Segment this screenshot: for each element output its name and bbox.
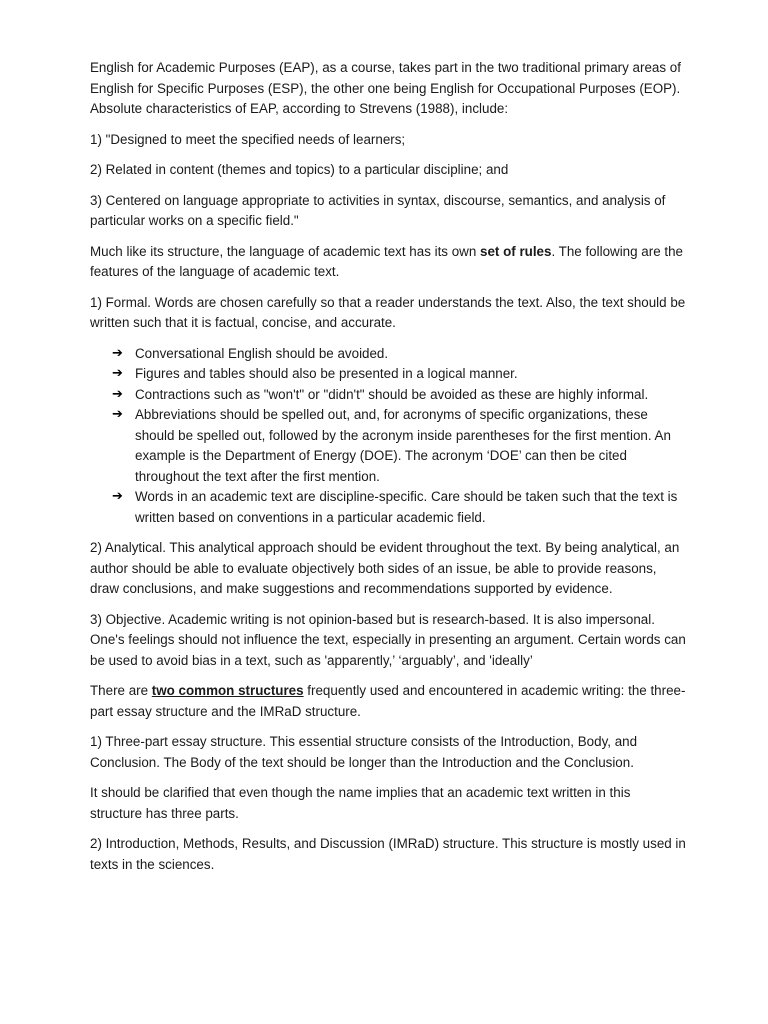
list-item (90, 487, 686, 528)
paragraph-imrad-structure: 2) Introduction, Methods, Results, and Discussion (IMRaD) structure. This structure is mostly used in texts in the sciences. (90, 836, 686, 872)
formal-bullet-list (90, 344, 686, 529)
list-item (90, 385, 686, 406)
paragraph-characteristic-1: 1) "Designed to meet the specified needs of learners; (90, 131, 406, 147)
bullet-text: Contractions such as "won't" or "didn't" should be avoided as these are highly informal. (135, 386, 649, 402)
text-run: There are (90, 683, 152, 698)
paragraph-characteristic-3: 3) Centered on language appropriate to activities in syntax, discourse, semantics, and analysis of particular works on a specific field." (90, 192, 666, 228)
paragraph-three-part-structure: 1) Three-part essay structure. This essential structure consists of the Introduction, Body, and Conclusion. The Body of the text should be longer than the Introduction and the Conclusion. (90, 734, 638, 770)
arrow-right-icon: ➔ (112, 489, 123, 504)
bullet-text: Abbreviations should be spelled out, and, for acronyms of specific organizations, these should be spelled out, followed by the acronym inside parentheses for the first mention. An example is the Department of Energy (DOE). The acronym ‘DOE’ can then be cited throughout the text after the first mention. (135, 407, 671, 484)
paragraph-common-structures (90, 681, 686, 722)
bullet-text: Words in an academic text are discipline-specific. Care should be taken such that the text is written based on conventions in a particular academic field. (135, 489, 678, 525)
bold-set-of-rules: set of rules (480, 243, 552, 259)
bold-underline-two-common-structures: two common structures (151, 683, 304, 698)
bullet-text: Figures and tables should also be presented in a logical manner. (135, 366, 518, 381)
document-page (90, 58, 686, 885)
list-item (90, 405, 686, 487)
list-item (90, 344, 686, 365)
bullet-text: Conversational English should be avoided. (135, 345, 389, 361)
text-run: Much like its structure, the language of academic text has its own (90, 243, 481, 259)
paragraph-eap-intro: English for Academic Purposes (EAP), as a course, takes part in the two traditional primary areas of English for Specific Purposes (ESP), the other one being English for Occupational Purposes (EOP). Absolute characteristics of EAP, according to Strevens (1988), include: (90, 60, 681, 116)
paragraph-formal: 1) Formal. Words are chosen carefully so that a reader understands the text. Also, the text should be written such that it is factual, concise, and accurate. (90, 294, 686, 330)
list-item (90, 364, 686, 385)
paragraph-objective: 3) Objective. Academic writing is not opinion-based but is research-based. It is also impersonal. One's feelings should not influence the text, especially in presenting an argument. Certain words can be used to avoid bias in a text, such as 'apparently,’ ‘arguably’, and 'ideally’ (90, 611, 686, 668)
arrow-right-icon: ➔ (112, 407, 123, 422)
arrow-right-icon: ➔ (112, 366, 123, 381)
text-run: frequently used and encountered in academic writing: the three-part essay structure and the IMRaD structure. (90, 683, 686, 719)
arrow-right-icon: ➔ (112, 386, 123, 402)
text-run: . The following are the features of the language of academic text. (90, 243, 683, 279)
arrow-right-icon: ➔ (112, 345, 123, 361)
paragraph-analytical: 2) Analytical. This analytical approach should be evident throughout the text. By being analytical, an author should be able to evaluate objectively both sides of an issue, be able to provide reasons, draw conclusions, and make suggestions and recommendations supported by evidence. (90, 540, 680, 596)
paragraph-language-rules (90, 242, 686, 283)
paragraph-clarification: It should be clarified that even though the name implies that an academic text written in this structure has three parts. (90, 785, 631, 821)
paragraph-characteristic-2: 2) Related in content (themes and topics) to a particular discipline; and (90, 162, 509, 177)
